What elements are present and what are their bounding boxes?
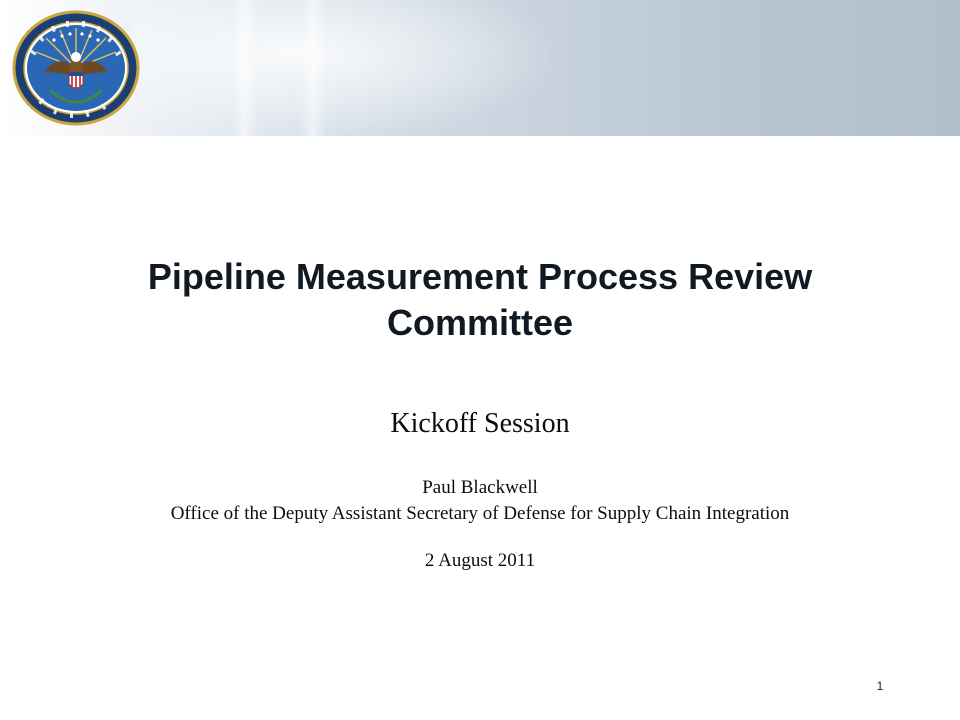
presenter-name: Paul Blackwell [422, 477, 538, 498]
banner-highlight [130, 0, 550, 136]
slide-title: Pipeline Measurement Process Review Committee [147, 256, 813, 343]
department-of-defense-seal-icon [10, 10, 142, 126]
presenter-office: Office of the Deputy Assistant Secretary of Defense for Supply Chain Integration [170, 503, 790, 524]
presentation-date: 2 August 2011 [424, 550, 536, 571]
header-banner [0, 0, 960, 136]
banner-column-left [232, 0, 258, 136]
slide-subtitle: Kickoff Session [390, 408, 570, 439]
page-number: 1 [876, 679, 884, 693]
banner-column-right [300, 0, 326, 136]
